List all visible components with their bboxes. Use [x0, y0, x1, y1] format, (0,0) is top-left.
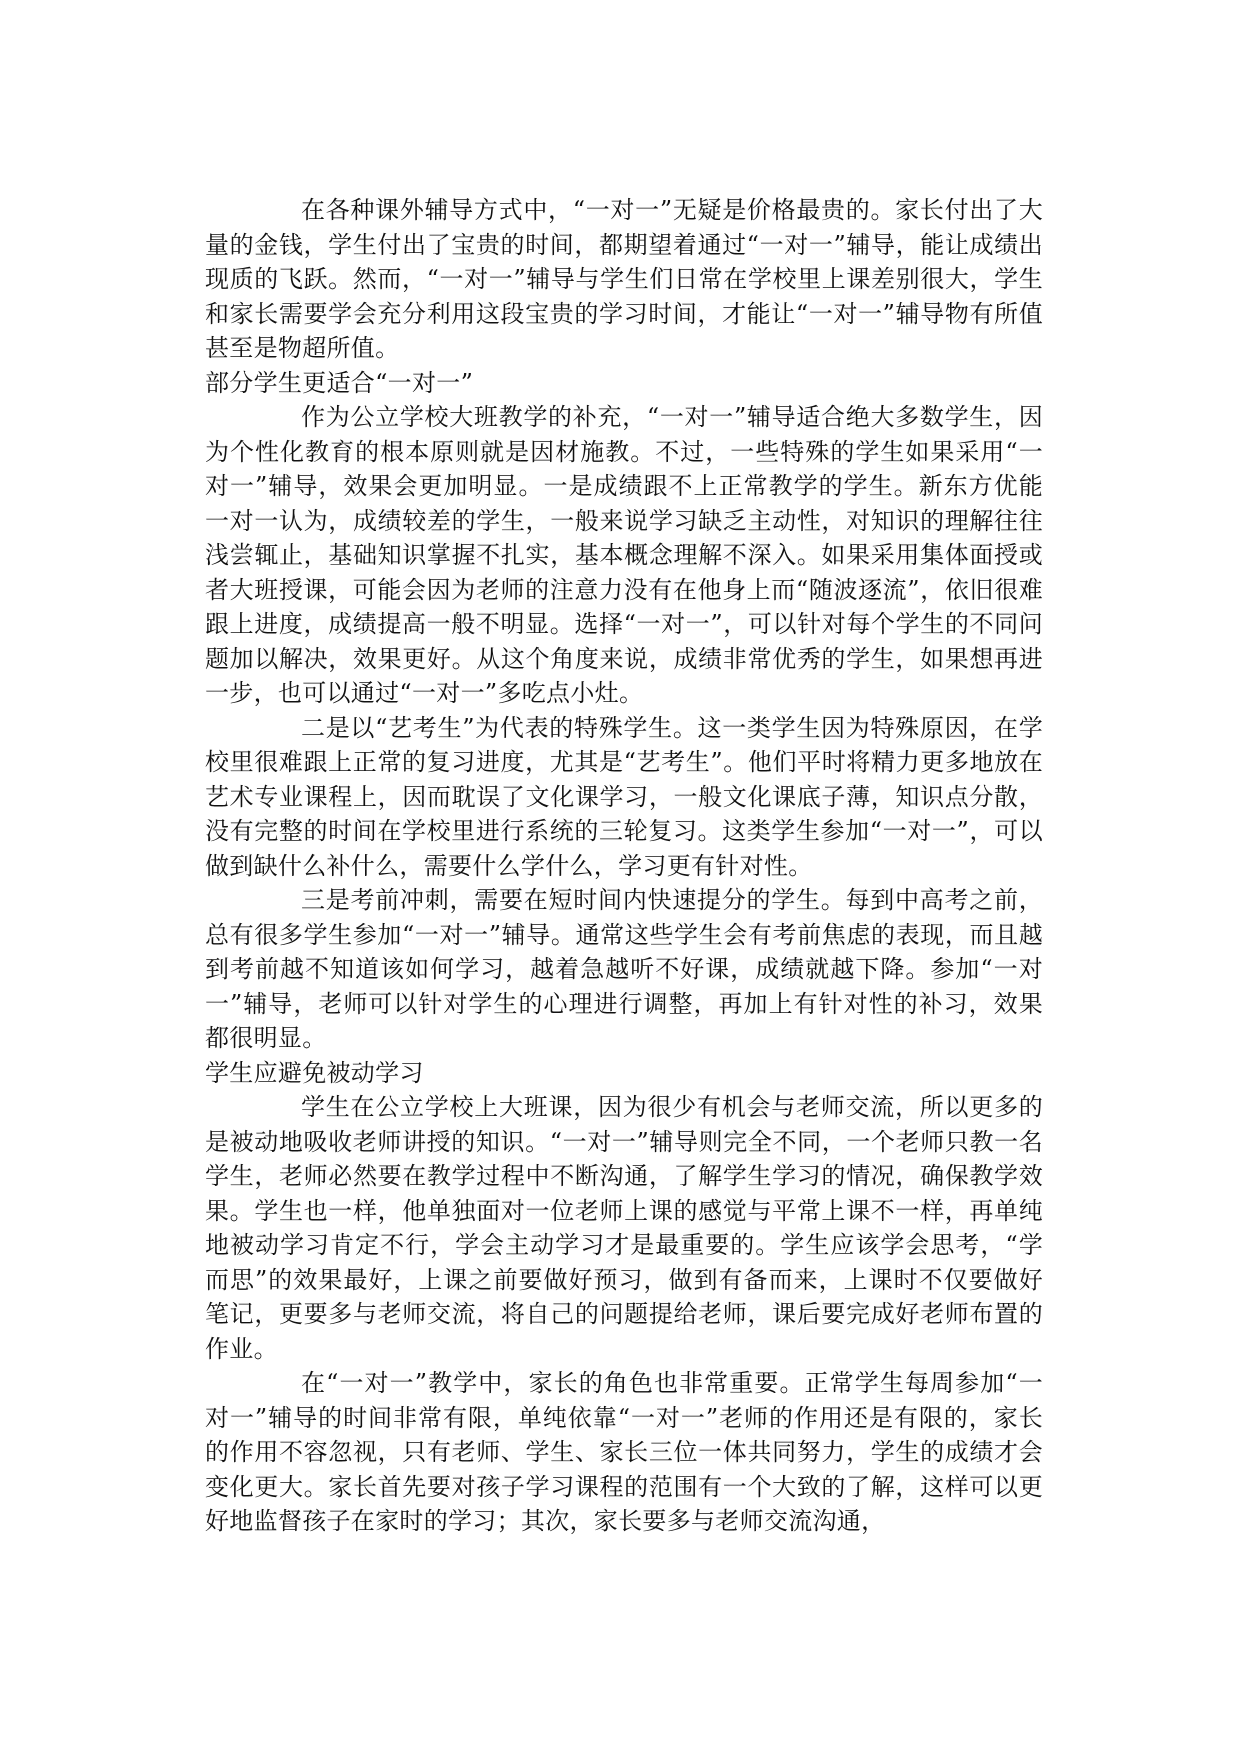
section-heading-suitable-students: 部分学生更适合“一对一”: [205, 368, 474, 397]
paragraph-parents-role: 在“一对一”教学中，家长的角色也非常重要。正常学生每周参加“一对一”辅导的时间非常有限，单纯依靠“一对一”老师的作用还是有限的，家长的作用不容忽视，只有老师、学生、家长三位一体共同努力，学生的成绩才会变化更大。家长首先要对孩子学习课程的范围有一个大致的了解，这样可以更好地监督孩子在家时的学习；其次，家长要多与老师交流沟通，: [205, 1369, 1043, 1535]
document-body: [205, 193, 1043, 1539]
paragraph-intro: 在各种课外辅导方式中，“一对一”无疑是价格最贵的。家长付出了大量的金钱，学生付出了宝贵的时间，都期望着通过“一对一”辅导，能让成绩出现质的飞跃。然而，“一对一”辅导与学生们日常在学校里上课差别很大，学生和家长需要学会充分利用这段宝贵的学习时间，才能让“一对一”辅导物有所值甚至是物超所值。: [205, 196, 1043, 362]
paragraph-supplement: 作为公立学校大班教学的补充，“一对一”辅导适合绝大多数学生，因为个性化教育的根本原则就是因材施教。不过，一些特殊的学生如果采用“一对一”辅导，效果会更加明显。一是成绩跟不上正常教学的学生。新东方优能一对一认为，成绩较差的学生，一般来说学习缺乏主动性，对知识的理解往往浅尝辄止，基础知识掌握不扎实，基本概念理解不深入。如果采用集体面授或者大班授课，可能会因为老师的注意力没有在他身上而“随波逐流”，依旧很难跟上进度，成绩提高一般不明显。选择“一对一”，可以针对每个学生的不同问题加以解决，效果更好。从这个角度来说，成绩非常优秀的学生，如果想再进一步，也可以通过“一对一”多吃点小灶。: [205, 403, 1043, 707]
paragraph-exam-sprint: 三是考前冲刺，需要在短时间内快速提分的学生。每到中高考之前，总有很多学生参加“一对一”辅导。通常这些学生会有考前焦虑的表现，而且越到考前越不知道该如何学习，越着急越听不好课，成绩就越下降。参加“一对一”辅导，老师可以针对学生的心理进行调整，再加上有针对性的补习，效果都很明显。: [205, 886, 1043, 1052]
section-heading-avoid-passive: 学生应避免被动学习: [205, 1058, 424, 1087]
paragraph-art-students: 二是以“艺考生”为代表的特殊学生。这一类学生因为特殊原因，在学校里很难跟上正常的复习进度，尤其是“艺考生”。他们平时将精力更多地放在艺术专业课程上，因而耽误了文化课学习，一般文化课底子薄，知识点分散，没有完整的时间在学校里进行系统的三轮复习。这类学生参加“一对一”，可以做到缺什么补什么，需要什么学什么，学习更有针对性。: [205, 713, 1043, 880]
paragraph-active-learning: 学生在公立学校上大班课，因为很少有机会与老师交流，所以更多的是被动地吸收老师讲授的知识。“一对一”辅导则完全不同，一个老师只教一名学生，老师必然要在教学过程中不断沟通，了解学生学习的情况，确保教学效果。学生也一样，他单独面对一位老师上课的感觉与平常上课不一样，再单纯地被动学习肯定不行，学会主动学习才是最重要的。学生应该学会思考，“学而思”的效果最好，上课之前要做好预习，做到有备而来，上课时不仅要做好笔记，更要多与老师交流，将自己的问题提给老师，课后要完成好老师布置的作业。: [205, 1093, 1043, 1363]
